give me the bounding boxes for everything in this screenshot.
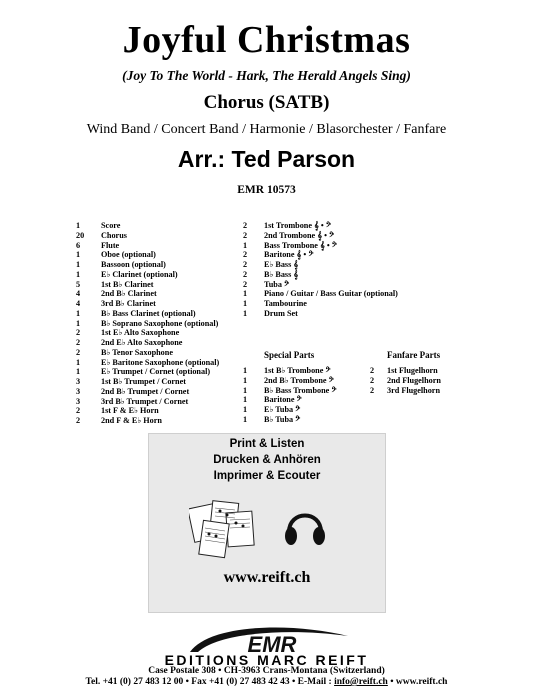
publisher-name: EDITIONS MARC REIFT (164, 652, 369, 668)
part-name: 2nd B♭ Trumpet / Cornet (101, 386, 190, 396)
part-count: 4 (76, 289, 81, 299)
part-count: 1 (243, 366, 248, 375)
promo-line-print-listen: Print & Listen (229, 438, 305, 450)
part-name: B♭ Bass 𝄞 (264, 269, 299, 279)
contact-phone-fax: Tel. +41 (0) 27 483 12 00 • Fax +41 (0) 27 483 42 43 • E-Mail : (85, 677, 335, 687)
part-count: 2 (243, 221, 248, 230)
sheet-music-icon (189, 498, 259, 560)
part-name: Tambourine (264, 299, 307, 308)
list-item (243, 376, 337, 386)
part-count: 1 (76, 269, 81, 279)
list-item (243, 366, 337, 376)
part-name: Score (101, 221, 121, 230)
list-item (76, 397, 219, 407)
email-link[interactable]: info@reift.ch (334, 677, 388, 687)
part-name: E♭ Baritone Saxophone (optional) (101, 357, 220, 367)
list-item (76, 289, 219, 299)
special-parts-heading: Special Parts (264, 350, 315, 360)
part-name: 1st Trombone 𝄞 • 𝄢 (264, 221, 332, 230)
arranger: Arr.: Ted Parson (177, 146, 356, 172)
score-title: Joyful Christmas (122, 19, 411, 61)
part-name: Bassoon (optional) (101, 260, 166, 269)
part-name: 1st E♭ Alto Saxophone (101, 328, 180, 338)
list-item (76, 387, 219, 397)
part-count: 3 (76, 377, 81, 386)
list-item (76, 367, 219, 377)
band-types: Wind Band / Concert Band / Harmonie / Blasorchester / Fanfare (86, 122, 447, 137)
publisher-contact (0, 677, 533, 687)
part-name: 1st F & E♭ Horn (101, 406, 159, 416)
part-name: Flute (101, 240, 120, 250)
part-count: 2 (370, 385, 375, 395)
part-name: Bass Trombone 𝄞 • 𝄢 (264, 240, 338, 250)
promo-line-drucken: Drucken & Anhören (213, 454, 321, 466)
list-item (243, 260, 398, 270)
list-item (76, 250, 219, 260)
fanfare-parts-list (370, 366, 441, 395)
part-name: 2nd B♭ Trombone 𝄢 (264, 375, 334, 385)
special-parts-list (243, 366, 337, 425)
part-count: 1 (76, 318, 81, 328)
part-name: 2nd F & E♭ Horn (101, 416, 162, 425)
part-name: 1st B♭ Trumpet / Cornet (101, 377, 186, 386)
promo-line-imprimer: Imprimer & Ecouter (213, 470, 321, 482)
list-item (76, 299, 219, 309)
list-item (76, 280, 219, 290)
part-count: 1 (243, 289, 248, 299)
list-item (76, 377, 219, 387)
parts-list-left (76, 221, 219, 426)
list-item (76, 406, 219, 416)
part-count: 2 (76, 416, 81, 425)
list-item (76, 260, 219, 270)
part-count: 1 (76, 260, 81, 269)
part-count: 1 (76, 250, 81, 260)
part-count: 2 (243, 250, 248, 260)
list-item (243, 299, 398, 309)
part-name: E♭ Tuba 𝄢 (264, 405, 301, 414)
list-item (76, 319, 219, 329)
part-count: 3 (76, 386, 81, 396)
part-name: Baritone 𝄢 (264, 395, 302, 405)
list-item (243, 250, 398, 260)
part-name: Drum Set (264, 308, 298, 318)
part-name: B♭ Soprano Saxophone (optional) (101, 318, 219, 328)
part-count: 2 (370, 366, 375, 375)
part-name: 3rd B♭ Clarinet (101, 299, 156, 308)
part-count: 1 (76, 367, 81, 377)
list-item (76, 338, 219, 348)
part-count: 2 (76, 406, 81, 416)
part-name: Oboe (optional) (101, 250, 156, 260)
part-count: 1 (243, 375, 248, 385)
list-item (76, 328, 219, 338)
part-count: 2 (370, 375, 375, 385)
part-count: 20 (76, 230, 85, 240)
list-item (76, 221, 219, 231)
part-count: 2 (243, 260, 248, 269)
part-count: 3 (76, 396, 81, 406)
list-item (76, 416, 219, 426)
list-item (243, 395, 337, 405)
score-subtitle: (Joy To The World - Hark, The Herald Angels Sing) (122, 68, 411, 83)
part-count: 2 (76, 347, 81, 357)
part-count: 5 (76, 279, 81, 289)
part-name: 2nd Trombone 𝄞 • 𝄢 (264, 230, 335, 240)
part-name: 3rd Flugelhorn (387, 385, 440, 395)
part-name: 2nd E♭ Alto Saxophone (101, 338, 183, 347)
parts-list-middle (243, 221, 398, 319)
part-count: 1 (243, 395, 248, 405)
list-item (76, 348, 219, 358)
part-name: E♭ Bass 𝄞 (264, 260, 299, 269)
part-name: B♭ Bass Trombone 𝄢 (264, 385, 337, 395)
list-item (76, 309, 219, 319)
list-item (76, 231, 219, 241)
part-name: 1st Flugelhorn (387, 366, 438, 375)
list-item (243, 309, 398, 319)
part-name: Baritone 𝄞 • 𝄢 (264, 250, 314, 260)
part-count: 1 (243, 299, 248, 308)
headphones-icon (283, 502, 327, 550)
publisher-address: Case Postale 308 • CH-3963 Crans-Montana (Switzerland) (148, 666, 385, 676)
list-item (243, 270, 398, 280)
part-name: 2nd Flugelhorn (387, 375, 441, 385)
list-item (76, 358, 219, 368)
part-count: 6 (76, 240, 81, 250)
part-count: 4 (76, 299, 81, 308)
part-name: E♭ Trumpet / Cornet (optional) (101, 367, 211, 377)
part-count: 1 (243, 405, 248, 414)
part-count: 2 (243, 269, 248, 279)
part-count: 1 (243, 240, 248, 250)
list-item (76, 241, 219, 251)
part-name: E♭ Clarinet (optional) (101, 269, 178, 279)
promo-url-link[interactable]: www.reift.ch (223, 569, 311, 586)
print-listen-box[interactable] (148, 433, 386, 613)
list-item (243, 221, 398, 231)
part-name: B♭ Tuba 𝄢 (264, 414, 301, 424)
list-item (243, 405, 337, 415)
part-count: 2 (76, 338, 81, 347)
list-item (243, 415, 337, 425)
list-item (243, 280, 398, 290)
list-item (370, 386, 441, 396)
part-count: 2 (243, 279, 248, 289)
contact-website: • www.reift.ch (387, 677, 448, 687)
part-name: 3rd B♭ Trumpet / Cornet (101, 396, 189, 406)
part-count: 1 (76, 357, 81, 367)
part-name: Tuba 𝄢 (264, 279, 290, 289)
part-count: 1 (76, 221, 81, 230)
list-item (243, 241, 398, 251)
part-count: 2 (76, 328, 81, 338)
chorus-label: Chorus (SATB) (203, 92, 330, 113)
part-name: Chorus (101, 230, 127, 240)
list-item (76, 270, 219, 280)
part-name: Piano / Guitar / Bass Guitar (optional) (264, 289, 398, 299)
catalog-code: EMR 10573 (237, 184, 296, 196)
part-count: 1 (243, 414, 248, 424)
list-item (370, 376, 441, 386)
list-item (243, 386, 337, 396)
part-name: 1st B♭ Clarinet (101, 279, 154, 289)
part-name: B♭ Tenor Saxophone (101, 347, 173, 357)
list-item (243, 289, 398, 299)
emr-logo-text: EMR (247, 632, 297, 657)
fanfare-parts-heading: Fanfare Parts (387, 350, 441, 360)
part-count: 1 (243, 308, 248, 318)
list-item (243, 231, 398, 241)
part-name: B♭ Bass Clarinet (optional) (101, 308, 196, 318)
part-name: 1st B♭ Trombone 𝄢 (264, 366, 331, 375)
part-count: 2 (243, 230, 248, 240)
list-item (370, 366, 441, 376)
part-count: 1 (243, 385, 248, 395)
part-name: 2nd B♭ Clarinet (101, 289, 157, 299)
part-count: 1 (76, 308, 81, 318)
